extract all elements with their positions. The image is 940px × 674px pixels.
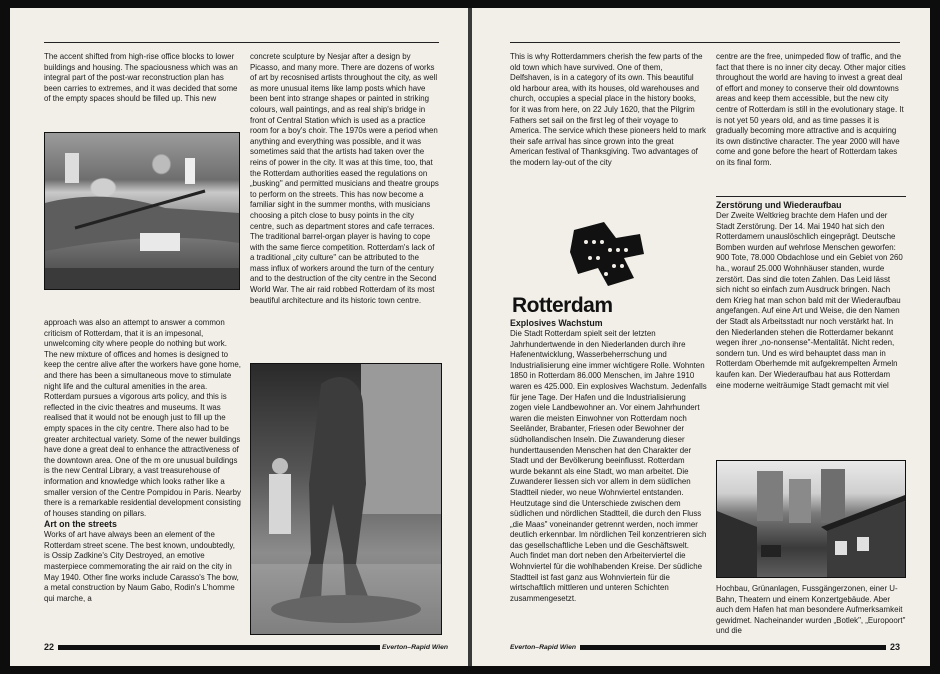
- right-col1-bottom-text: [510, 318, 708, 636]
- left-col2-text: [250, 52, 440, 352]
- right-col2-top-text: [716, 52, 906, 186]
- paragraph: approach was also an attempt to answer a common criticism of Rotterdam, that it is an impesonal, unwelcoming city where people do nothing but work. The new mixture of offices and homes is designed to keep the centre alive after the workers have gone home, and there has been a simultaneous move to stimulate night life and the cultural amenities in the area. Rotterdam pursues a vigorous arts policy, and this is reflected in the civic theatres and museums. It was realised that it would not be enough just to fill up the empty spaces in the city centre. There also had to be greater architectual variety. Some of the newer buildings have done a great deal to enhance the attractiveness of the downtown area. One of the m ore unusual buildings is the new Central Library, a vast treasurehouse of information and knowledge which looks rather like a smaller version of the Centre Pompidou in Paris. Nearby there is a remarkable residential development consisting of houses standing on pillars.: [44, 318, 241, 518]
- right-col2-mid-text: [716, 200, 906, 458]
- paragraph: concrete sculpture by Nesjar after a design by Picasso, and many more. There are dozens of works of art by recosnised artists throughout the city, as well as more unusual items like lamp posts which have been bent into strange shapes or painted in striking colours, wall paintings, and as real ship's bridge in front of Central Station which is used as a practice room for a boy's choir. The 1970s were a period when anything and everything was possible, and it was sometimes said that the artists had taken over the reins of power in the city. It was at this time, too, that the Rotterdam authorities eased the regulations on „busking" and permitted musicians and theatre groups to perform on the streets. This has now become a familiar sight in the summer months, with musicians choosing a pitch close to busy points in the city centre, such as department stores and cafe terraces. The traditional barrel-organ player is having to cope with the same fierce competition. Rotterdam's lack of a traditional „city culture" can be attributed to the mass influx of workers around the turn of the century and to the destruction of the city centre in the Second World War. The air raid robbed Rotterdam of its most beautiful architecture and its historic town centre.: [250, 52, 439, 305]
- statue-drawing: [251, 364, 441, 634]
- top-rule: [44, 42, 439, 43]
- footer-label: Everton–Rapid Wien: [510, 644, 577, 651]
- footer-bar: [58, 645, 380, 650]
- page-number: 23: [890, 642, 901, 652]
- paragraph: Der Zweite Weltkrieg brachte dem Hafen und der Stadt Zerstörung. Der 14. Mai 1940 hat sich den Rotterdamern unauslöschlich eingeprägt. Deutsche Bomben wurden auf wehrlose Menschen geworfen: 900 Tote, 78.000 Obdachlose und ein Gebiet von 260 ha., worauf 25.000 Wohnhäuser standen, wurde zerstört. Das sind die toten Zahlen. Das Leid lässt sich nicht so einfach zum Ausdruck bringen. Nach dem Krieg hat man schon bald mit der Wiederaufbau angefangen. Auf eine Art und Weise, die den Namen der Stadt als Arbeitsstadt nur noch verstärkt hat. In den Niederlanden stehen die Rotterdamer bekannt wegen ihrer „no-nonsense"-Mentalität. Nicht reden, sondern tun. Und es wird behauptet dass man in Rotterdam Oberhemde mit aufgekrempelten Ärmeln kaufen kan. Der Wiederaufbau hat aus Rotterdam eine moderne weiträumige Stadt gemacht mit viel: [716, 211, 903, 390]
- top-rule: [510, 42, 900, 43]
- page-number: 22: [44, 642, 55, 652]
- brochure-spread: [10, 8, 930, 666]
- paragraph: Die Stadt Rotterdam spielt seit der letzten Jahrhundertwende in den Niederlanden durch ihre Hafenentwicklung, Wasserbeherrschung und Industrialisierung eine immer wichtigere Rolle. Wohnten 1850 in Rotterdam 86.000 Menschen, im Jahre 1910 waren es 425.000. Ein explosives Wachstum. Jedenfalls für jene Tage. Der Hafen und die Industrialisierung zogen viele Landbewohner an. Vor einem Jahrhundert waren die meisten Einwohner von Rotterdam noch Seeländer, Brabanter, Friesen oder Bewohner der südhollandischen Inseln. Die Zuwanderung dieser hunderttausenden Menschen hat den Charakter der Stadt und der Bevölkerung beeinflusst. Rotterdam wurde bekannt als eine Stadt, wo man arbeitet. Die Zuwanderer liessen sich vor allem in dem südlichen Stadtteil nieder, wo neue Wohnviertel entstanden. Heutzutage sind die Unterschiede zwischen dem südlichen und nördlichen Stadtteil, die durch den Fluss „die Maas" voneinander getrennt werden, noch immer deutlich erkennbar. Im nördlichen Teil konzentrieren sich das gesellschaftliche Leben und die Geschäftswelt. Auch findet man dort neben den Arbeiterviertel die Wohnviertel für die wohlhabenden Kreise. Der südliche Stadtteil ist fast ganz aus Wohnviertein für die wirtschaftlich mittleren und unteren Schichten zusammengesetzt.: [510, 329, 707, 603]
- right-col1-top-text: [510, 52, 706, 182]
- aerial-photo-drawing: [45, 133, 239, 289]
- section-heading-explosive: Explosives Wachstum: [510, 318, 603, 328]
- paragraph: Works of art have always been an element of the Rotterdam street scene. The best known, undoubtedly, is Ossip Zadkine's City Destroyed, an emotive masterpiece commemorating the air raid on the city in May 1940. Other fine works include Carasso's The bow, a metal construction by Naum Gabo, Rodin's L'homme qui marche, a: [44, 530, 239, 603]
- paragraph: The accent shifted from high-rise office blocks to lower buildings and housing. The spaciousness which was an integral part of the post-war reconstruction plan has been carries to extremes, and it was decided that some of the empty spaces should be filled up. This new: [44, 52, 238, 104]
- footer-label: Everton–Rapid Wien: [382, 644, 449, 651]
- footer-bar: [580, 645, 886, 650]
- aerial-harbour-photo: [44, 132, 240, 290]
- paragraph: Hochbau, Grünanlagen, Fussgängerzonen, einer U-Bahn, Theatern und einem Konzertgebäude. Aber auch dem Hafen hat man besondere Aufmerksamkeit gewidmet. Nacheinander wurden „Botlek", „Europoort" und die: [716, 584, 906, 636]
- left-col1-bottom-text: [44, 318, 242, 634]
- left-page: [10, 8, 468, 666]
- rotterdam-logo-icon: [564, 220, 650, 290]
- street-housing-photo: [716, 460, 906, 578]
- right-page: [472, 8, 930, 666]
- section-heading-destruction: Zerstörung und Wiederaufbau: [716, 200, 842, 210]
- section-rule: [716, 196, 906, 197]
- statue-photo: [250, 363, 442, 635]
- brand-title: Rotterdam: [512, 294, 613, 317]
- right-col2-bottom-text: [716, 584, 906, 638]
- section-heading-art-streets: Art on the streets: [44, 519, 117, 530]
- paragraph: centre are the free, unimpeded flow of traffic, and the fact that there is no inner city decay. Other major cities throughout the world are having to invest a great deal of effort and money to conserve their old downtowns areas and keep them accessible, but the new city centre of Rotterdam is still in the evolutionary stage. It is not yet 50 years old, and as time passes it is gradually becoming more attractive and is acquiring its own distinctive character. The year 2000 will have come and gone before the heart of Rotterdam takes on its final form.: [716, 52, 906, 167]
- street-photo-drawing: [717, 461, 905, 577]
- paragraph: This is why Rotterdammers cherish the few parts of the old town which have survived. One of them, Delfshaven, is in a category of its own. This beautiful old harbour area, with its houses, old warehouses and church, occupies a special place in the history books, for it was from here, on 22 July 1620, that the Pilgrim Fathers set sail on the first leg of their voyage to America. The service which these pioneers held to mark their safe arrival has since grown into the great American festival of Thanksgiving. Two advantages of the modern lay-out of the city: [510, 52, 706, 167]
- left-col1-top-text: [44, 52, 240, 132]
